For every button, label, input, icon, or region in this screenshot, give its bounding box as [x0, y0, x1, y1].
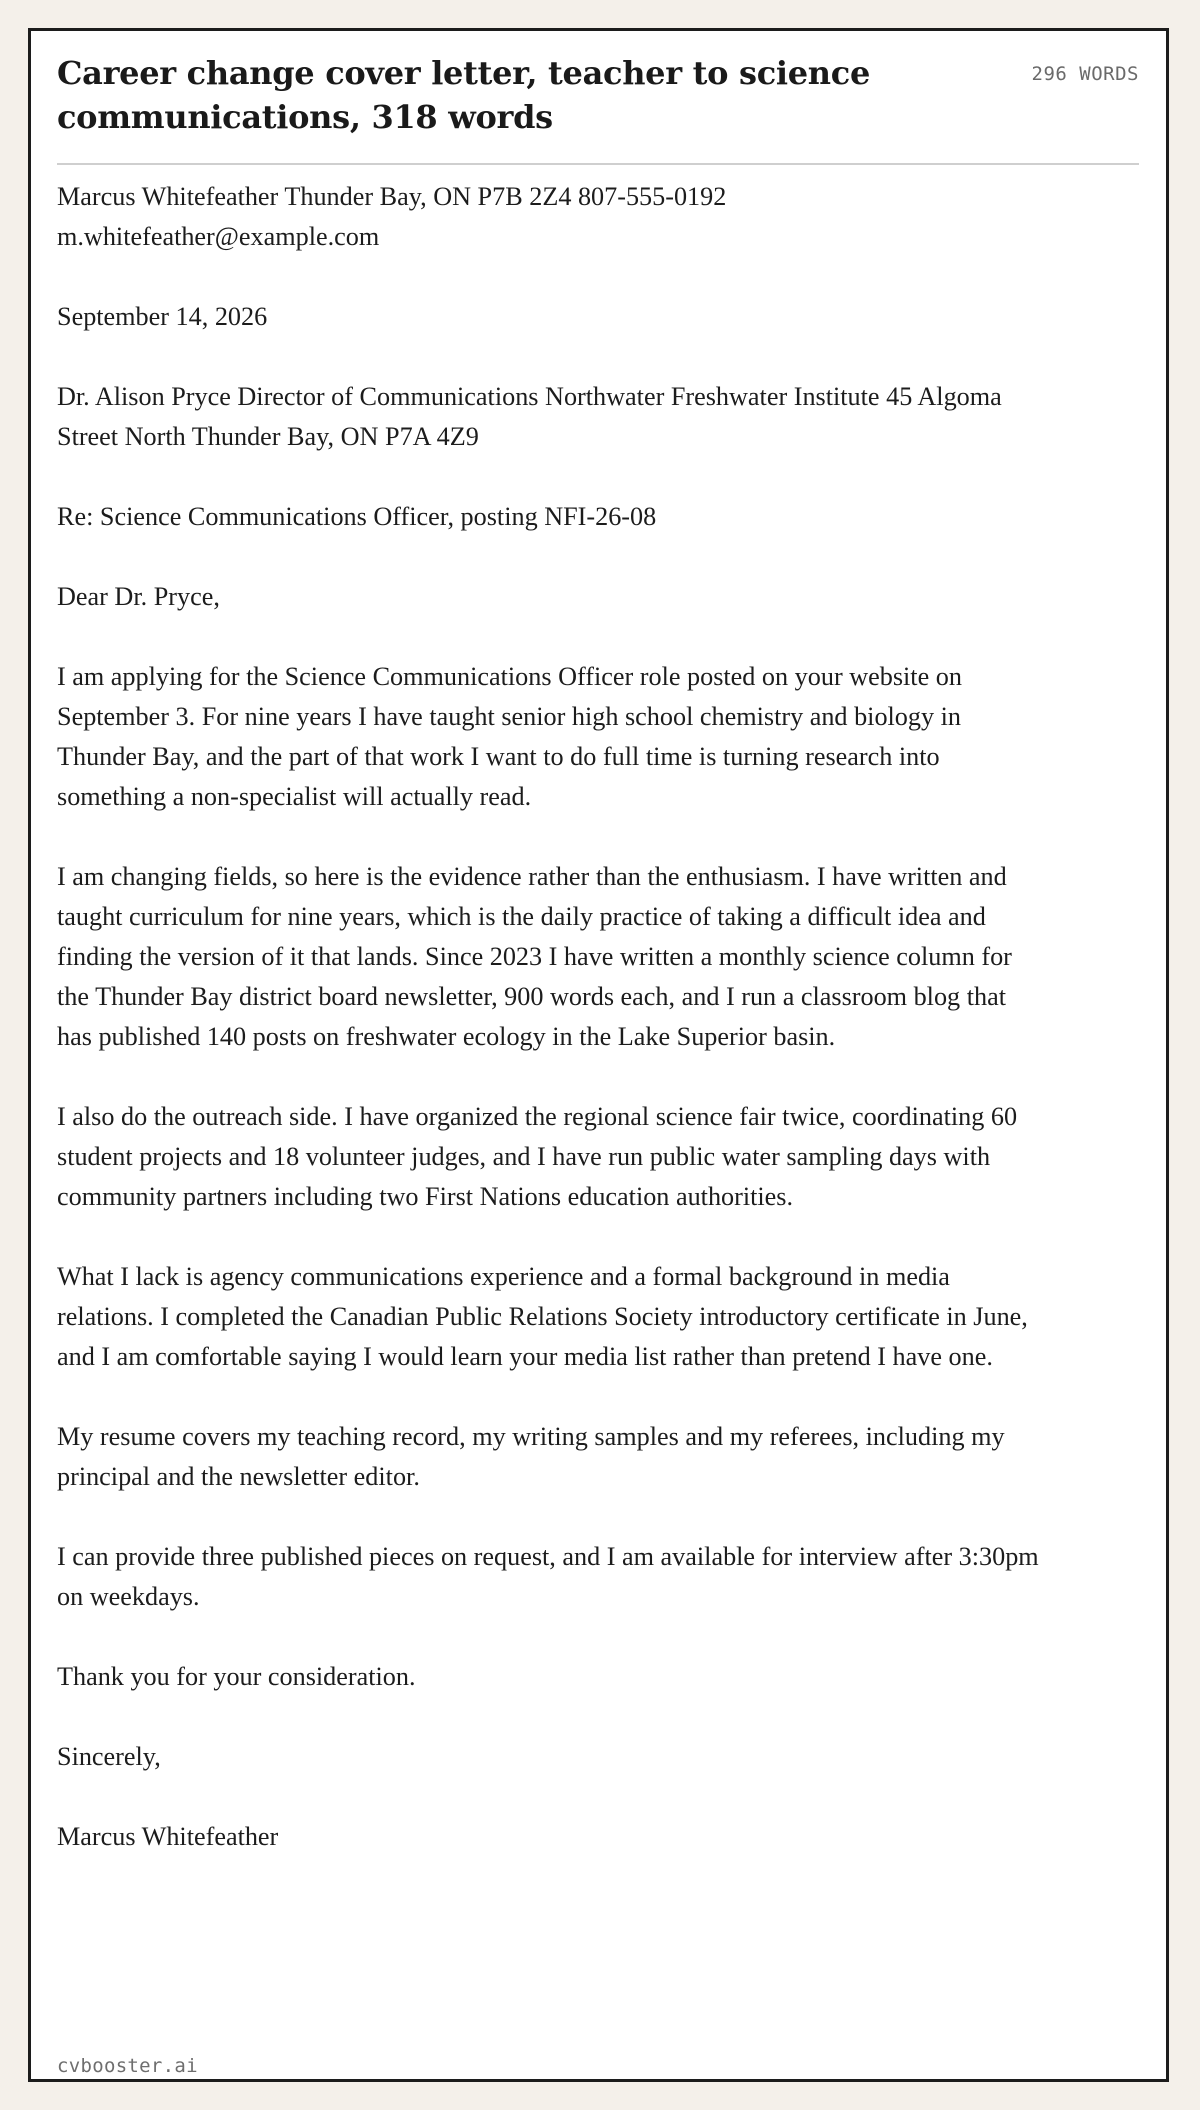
body-paragraph: I can provide three published pieces on request, and I am available for interview after 3:30pm on weekdays.	[57, 1542, 1039, 1611]
sender-address: Marcus Whitefeather Thunder Bay, ON P7B 2Z4 807-555-0192 m.whitefeather@example.com	[57, 182, 727, 251]
signature: Marcus Whitefeather	[57, 1822, 279, 1851]
salutation: Dear Dr. Pryce,	[57, 582, 220, 611]
body-paragraph: I also do the outreach side. I have organized the regional science fair twice, coordinating 60 student projects and 18 volunteer judges, and I have run public water sampling days with community partners including two First Nations education authorities.	[57, 1102, 1018, 1211]
page-title: Career change cover letter, teacher to science communications, 318 words	[57, 54, 871, 136]
letter-date: September 14, 2026	[57, 302, 268, 331]
body-paragraph: My resume covers my teaching record, my writing samples and my referees, including my principal and the newsletter editor.	[57, 1422, 1005, 1491]
cover-letter-card	[28, 28, 1169, 2082]
subject-line: Re: Science Communications Officer, posting NFI-26-08	[57, 502, 657, 531]
closing: Sincerely,	[57, 1742, 161, 1771]
word-count-badge: 296 WORDS	[1031, 63, 1139, 85]
body-paragraph: I am changing fields, so here is the evidence rather than the enthusiasm. I have written and taught curriculum for nine years, which is the daily practice of taking a difficult idea and finding the version of it that lands. Since 2023 I have written a monthly science column for the Thunder Bay district board newsletter, 900 words each, and I run a classroom blog that has published 140 posts on freshwater ecology in the Lake Superior basin.	[57, 862, 1012, 1051]
brand-footer: cvbooster.ai	[57, 2055, 198, 2077]
body-paragraph: Thank you for your consideration.	[57, 1662, 416, 1691]
body-paragraph: I am applying for the Science Communications Officer role posted on your website on September 3. For nine years I have taught senior high school chemistry and biology in Thunder Bay, and the part of that work I want to do full time is turning research into something a non-specialist will actually read.	[57, 662, 962, 811]
letter-body	[57, 165, 1047, 1857]
recipient-address: Dr. Alison Pryce Director of Communications Northwater Freshwater Institute 45 Algoma Street North Thunder Bay, ON P7A 4Z9	[57, 382, 1002, 451]
letter-header	[57, 51, 1139, 165]
body-paragraph: What I lack is agency communications experience and a formal background in media relations. I completed the Canadian Public Relations Society introductory certificate in June, and I am comfortable saying I would learn your media list rather than pretend I have one.	[57, 1262, 1028, 1371]
